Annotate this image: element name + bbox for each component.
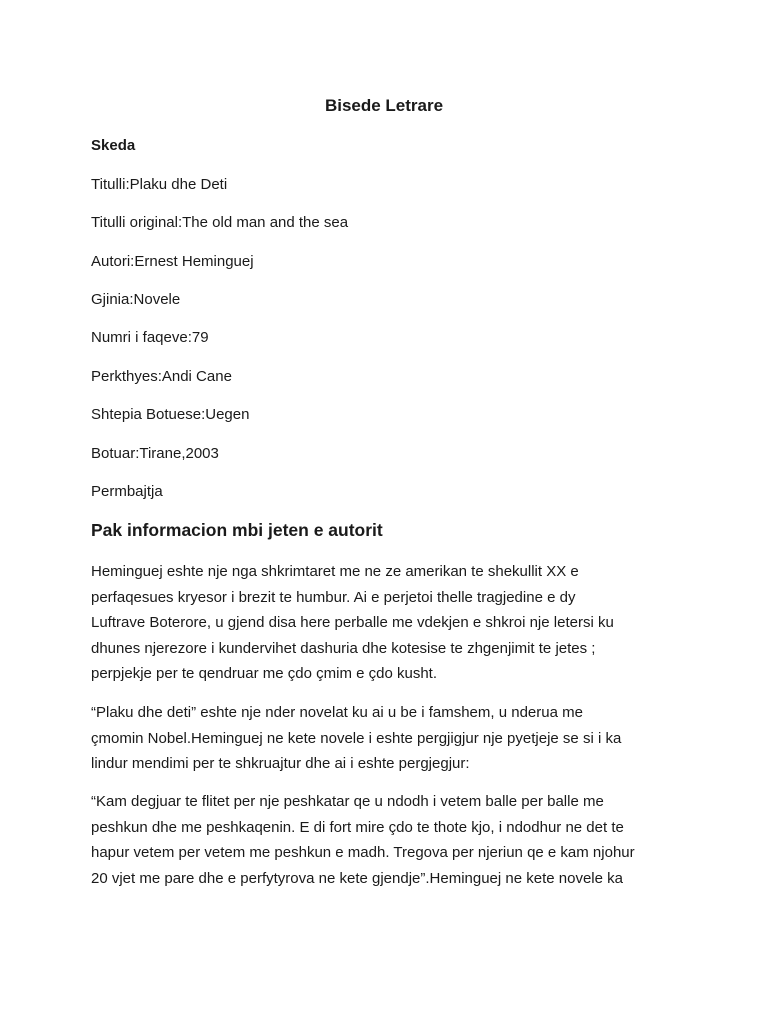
field-publisher: Shtepia Botuese:Uegen bbox=[91, 406, 250, 423]
paragraph-line: peshkun dhe me peshkaqenin. E di fort mire çdo te thote kjo, i ndodhur ne det te bbox=[91, 818, 624, 836]
paragraph-line: Luftrave Boterore, u gjend disa here perballe me vdekjen e shkroi nje letersi ku bbox=[91, 614, 614, 631]
field-author: Autori:Ernest Heminguej bbox=[91, 253, 254, 270]
paragraph-line: perfaqesues kryesor i brezit te humbur. Ai e perjetoi thelle tragjedine e dy bbox=[91, 588, 576, 606]
paragraph-line: hapur vetem per vetem me peshkun e madh. Tregova per njeriun qe e kam njohur bbox=[91, 844, 635, 861]
paragraph-line: 20 vjet me pare dhe e perfytyrova ne kete gjendje”.Heminguej ne kete novele ka bbox=[91, 869, 623, 887]
field-title: Titulli:Plaku dhe Deti bbox=[91, 176, 228, 193]
field-translator: Perkthyes:Andi Cane bbox=[91, 368, 232, 385]
paragraph-author-bio bbox=[91, 559, 691, 687]
field-page-count: Numri i faqeve:79 bbox=[91, 329, 209, 346]
field-published: Botuar:Tirane,2003 bbox=[91, 445, 219, 462]
paragraph-line: Heminguej eshte nje nga shkrimtaret me ne ze amerikan te shekullit XX e bbox=[91, 563, 579, 580]
paragraph-line: dhunes njerezore i kundervihet dashuria dhe kotesise te zhgenjimit te jetes ; bbox=[91, 639, 596, 657]
paragraph-line: perpjekje per te qendruar me çdo çmim e çdo kusht. bbox=[91, 665, 438, 682]
paragraph-line: “Kam degjuar te flitet per nje peshkatar qe u ndodh i vetem balle per balle me bbox=[91, 793, 604, 810]
author-info-heading: Pak informacion mbi jeten e autorit bbox=[91, 520, 383, 540]
paragraph-quote bbox=[91, 789, 691, 891]
paragraph-line: lindur mendimi per te shkruajtur dhe ai i eshte pergjegjur: bbox=[91, 755, 470, 772]
paragraph-line: “Plaku dhe deti” eshte nje nder novelat ku ai u be i famshem, u nderua me bbox=[91, 704, 583, 721]
paragraph-novel-intro bbox=[91, 700, 691, 777]
document-title: Bisede Letrare bbox=[324, 96, 444, 115]
section-label-skeda: Skeda bbox=[91, 137, 136, 154]
paragraph-line: çmomin Nobel.Heminguej ne kete novele i eshte pergjigjur nje pyetjeje se si i ka bbox=[91, 729, 622, 747]
field-genre: Gjinia:Novele bbox=[91, 291, 181, 308]
field-original-title: Titulli original:The old man and the sea bbox=[91, 214, 349, 231]
field-contents: Permbajtja bbox=[91, 483, 163, 500]
